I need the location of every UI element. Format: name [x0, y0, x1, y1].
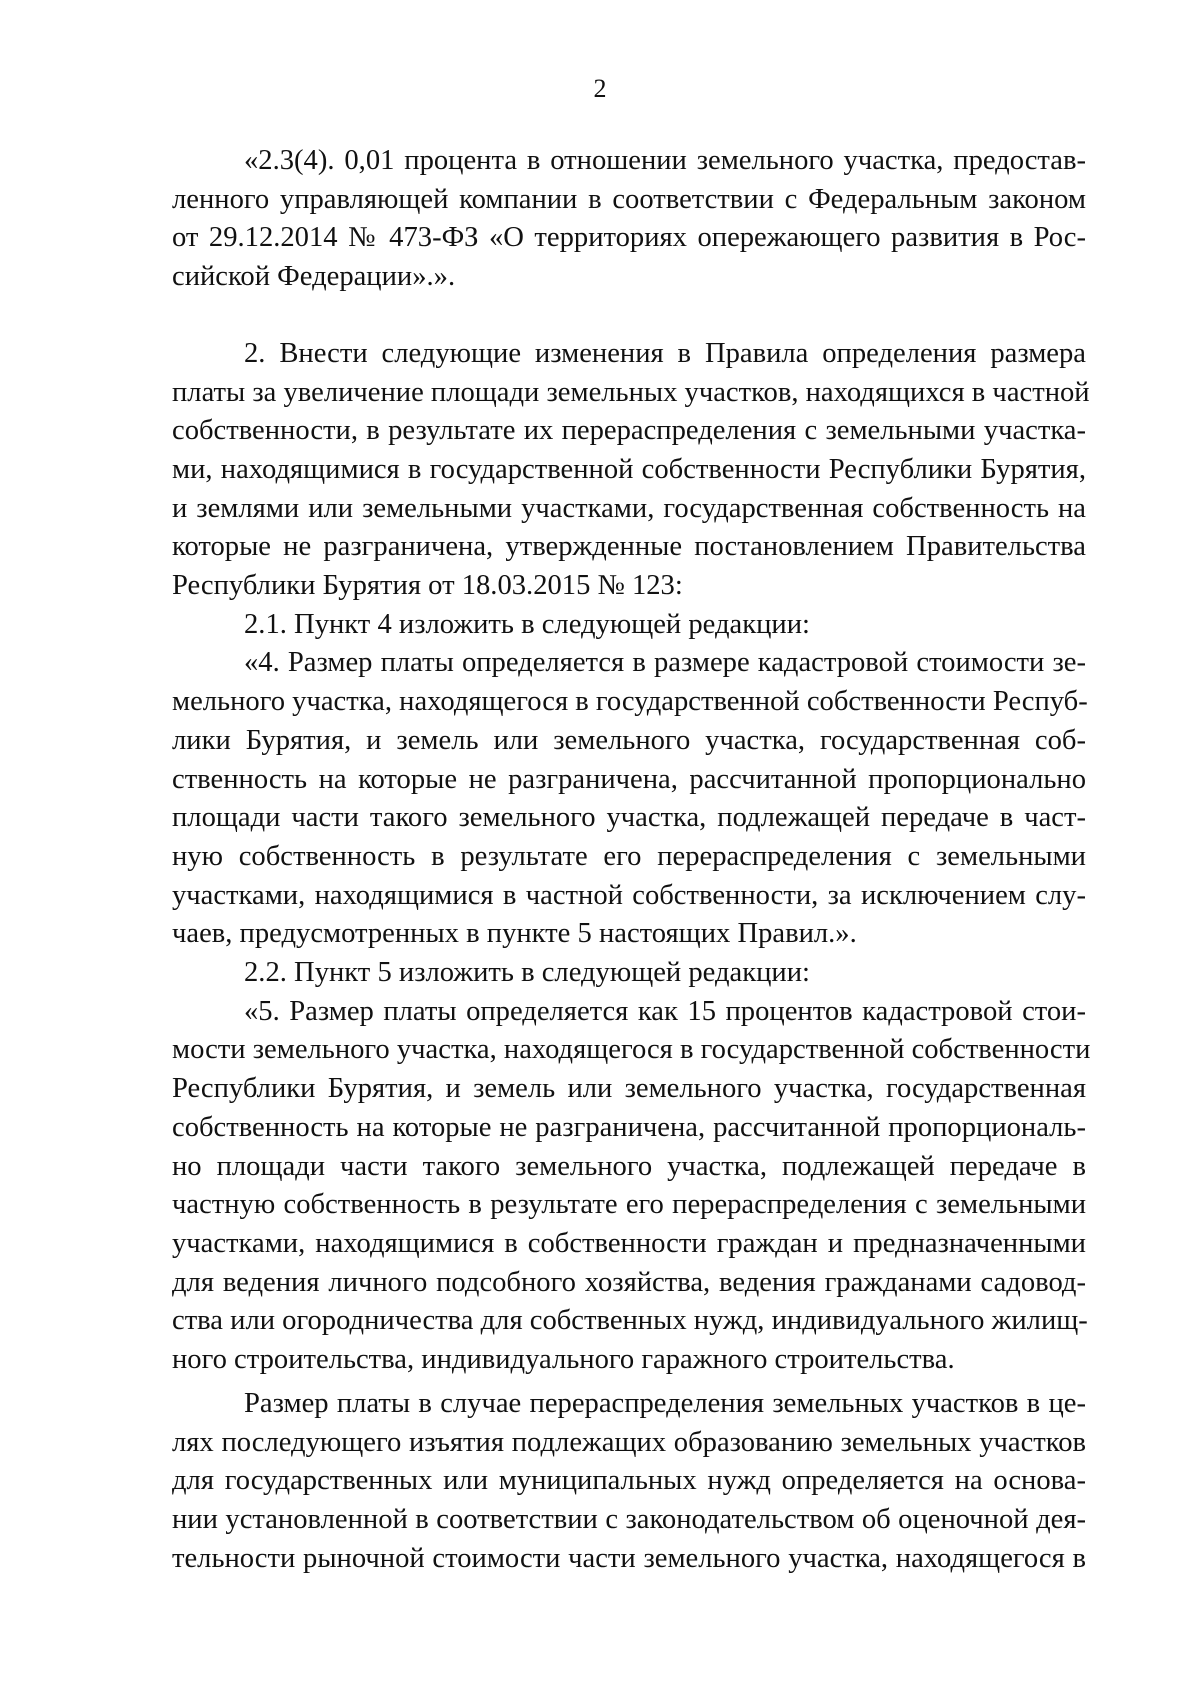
text-line: платы за увеличение площади земельных участков, находящихся в частной [172, 376, 1090, 408]
paragraph-point-4-text [172, 644, 1086, 954]
text-line: ную собственность в результате его перераспределения с земельными [172, 840, 1086, 872]
paragraph-clause-2-3-4 [172, 142, 1086, 297]
text-line: ного строительства, индивидуального гаражного строительства. [172, 1344, 955, 1376]
paragraph-item-2 [172, 335, 1090, 606]
text-line: лики Бурятия, и земель или земельного участка, государственная соб- [172, 724, 1086, 756]
text-line: нии установленной в соответствии с законодательством об оценочной дея- [172, 1503, 1086, 1535]
text-line: ственность на которые не разграничена, рассчитанной пропорционально [172, 763, 1086, 795]
text-line: 2.2. Пункт 5 изложить в следующей редакции: [244, 957, 810, 989]
text-line: собственности, в результате их перераспределения с земельными участка- [172, 415, 1086, 447]
paragraph-item-2-1 [172, 606, 1086, 645]
text-line: от 29.12.2014 № 473-ФЗ «О территориях опережающего развития в Рос- [172, 222, 1086, 254]
text-line: чаев, предусмотренных в пункте 5 настоящих Правил.». [172, 918, 857, 950]
text-line: 2.1. Пункт 4 изложить в следующей редакции: [244, 608, 810, 640]
text-line: ленного управляющей компании в соответствии с Федеральным законом [172, 183, 1086, 215]
text-line: но площади части такого земельного участка, подлежащей передаче в [172, 1150, 1086, 1182]
text-line: «5. Размер платы определяется как 15 процентов кадастровой стои- [244, 995, 1086, 1027]
text-line: участками, находящимися в собственности граждан и предназначенными [172, 1227, 1086, 1259]
text-line: Республики Бурятия от 18.03.2015 № 123: [172, 570, 683, 602]
text-line: которые не разграничена, утвержденные постановлением Правительства [172, 531, 1086, 563]
text-line: лях последующего изъятия подлежащих образованию земельных участков [172, 1426, 1086, 1458]
text-line: мельного участка, находящегося в государственной собственности Респуб- [172, 686, 1088, 718]
text-line: Республики Бурятия, и земель или земельного участка, государственная [172, 1073, 1086, 1105]
text-line: и землями или земельными участками, государственная собственность на [172, 492, 1086, 524]
text-line: для государственных или муниципальных нужд определяется на основа- [172, 1465, 1086, 1497]
text-line: участками, находящимися в частной собственности, за исключением слу- [172, 879, 1086, 911]
paragraph-item-2-2 [172, 954, 1086, 993]
text-line: мости земельного участка, находящегося в государственной собственности [172, 1034, 1091, 1066]
text-line: 2. Внести следующие изменения в Правила определения размера [244, 337, 1086, 369]
page-number: 2 [593, 74, 607, 103]
paragraph-point-5-text [172, 993, 1091, 1380]
paragraph-gap [172, 297, 1086, 335]
document-body [172, 142, 1091, 1578]
text-line: «2.3(4). 0,01 процента в отношении земельного участка, предостав- [244, 145, 1086, 176]
text-line: для ведения личного подсобного хозяйства, ведения гражданами садовод- [172, 1266, 1086, 1298]
text-line: собственность на которые не разграничена, рассчитанной пропорциональ- [172, 1111, 1086, 1143]
text-line: Размер платы в случае перераспределения земельных участков в це- [244, 1387, 1086, 1419]
text-line: «4. Размер платы определяется в размере кадастровой стоимости зе- [244, 647, 1086, 679]
text-line: ми, находящимися в государственной собственности Республики Бурятия, [172, 453, 1086, 485]
text-line: частную собственность в результате его перераспределения с земельными [172, 1189, 1086, 1221]
text-line: сийской Федерации».». [172, 261, 456, 293]
text-line: тельности рыночной стоимости части земельного участка, находящегося в [172, 1542, 1086, 1574]
text-line: площади части такого земельного участка, подлежащей передаче в част- [172, 802, 1086, 834]
paragraph-payment-redistribution [172, 1385, 1086, 1579]
text-line: ства или огородничества для собственных нужд, индивидуального жилищ- [172, 1305, 1088, 1337]
